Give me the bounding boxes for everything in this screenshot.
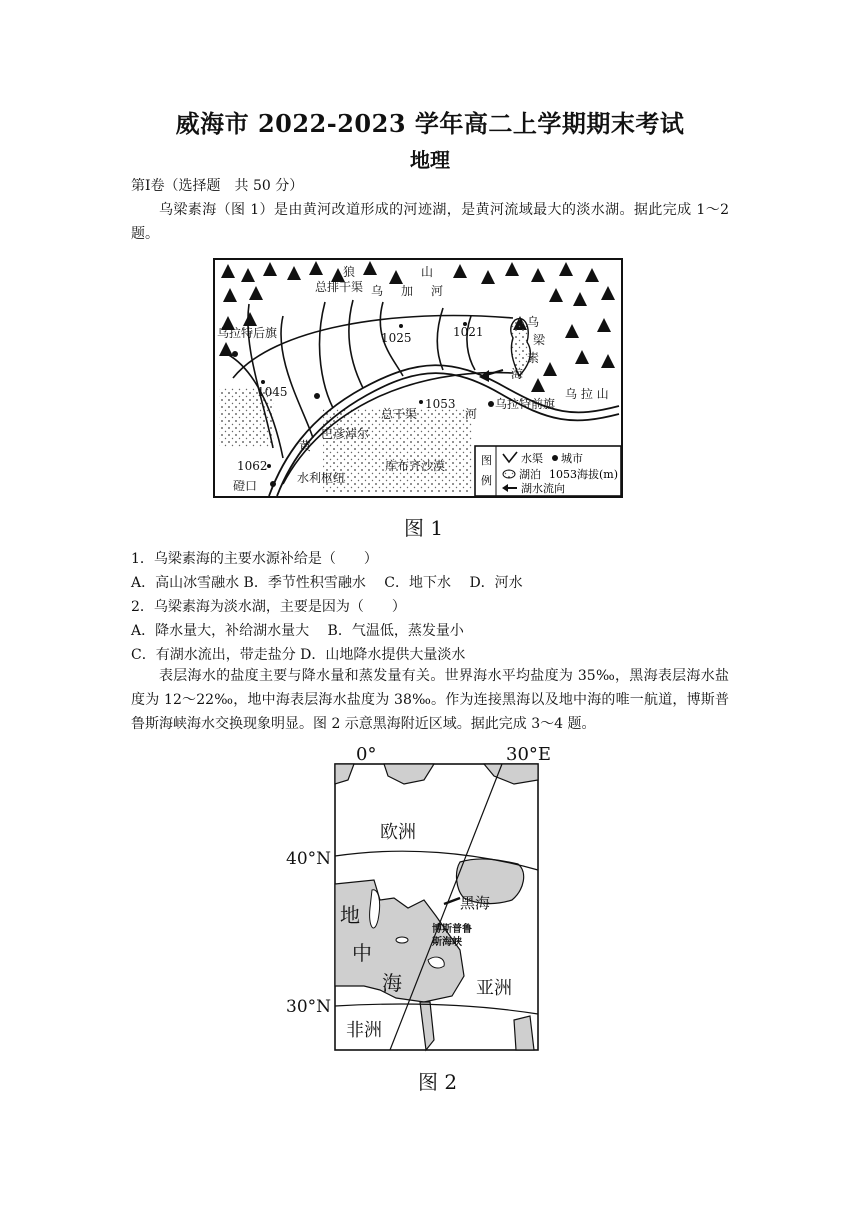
figure-2-caption: 图 2 [418, 1070, 458, 1094]
figure-1-map [213, 258, 623, 498]
label-city-dengkou: 磴口 [233, 479, 258, 493]
question-2-stem: 2．乌梁素海为淡水湖，主要是因为（ ） [131, 599, 406, 615]
figure-1-caption: 图 1 [404, 516, 444, 540]
label-river-wujia-2: 加 [401, 284, 414, 298]
elev-dot-1062 [267, 464, 271, 468]
legend-title-2: 例 [481, 474, 492, 487]
label-elev-1021: 1021 [453, 325, 484, 339]
label-canal-trunk: 总干渠 [381, 407, 418, 421]
label-mountain-north-2: 山 [421, 265, 434, 279]
label-lat-40n: 40°N [286, 849, 332, 869]
label-river-wujia-1: 乌 [371, 284, 384, 298]
label-elev-1045: 1045 [257, 385, 288, 399]
label-lon-30e: 30°E [506, 744, 552, 765]
label-med-2: 中 [352, 941, 372, 965]
label-desert: 库布齐沙漠 [385, 459, 446, 473]
label-asia: 亚洲 [476, 978, 512, 999]
gulf-east [514, 1016, 534, 1050]
city-dot-bayan [314, 393, 320, 399]
legend-city-label: 城市 [561, 452, 583, 465]
label-lake-3: 素 [527, 351, 540, 365]
label-africa: 非洲 [346, 1020, 382, 1041]
label-bosporus-1: 博斯普鲁 [432, 924, 472, 935]
exam-title: 威海市 2022-2023 学年高二上学期期末考试 [175, 109, 685, 138]
question-1-options: A．高山冰雪融水 B．季节性积雪融水 C．地下水 D．河水 [131, 575, 523, 591]
legend-lake-label: 湖泊 [519, 468, 541, 481]
elev-dot-1025 [399, 324, 403, 328]
legend-lake-icon [503, 470, 515, 478]
figure-2-map [284, 740, 554, 1060]
subject-heading: 地理 [410, 148, 450, 172]
label-lat-30n: 30°N [286, 997, 332, 1017]
label-elev-1025: 1025 [381, 331, 412, 345]
label-lake-4: 海 [511, 367, 524, 381]
label-hub: 水利枢纽 [297, 471, 346, 485]
label-lon-0: 0° [356, 744, 377, 765]
label-city-wulate-qian: 乌拉特前旗 [495, 397, 556, 411]
label-river-wujia-3: 河 [431, 284, 444, 298]
question-2-options-cd: C．有湖水流出，带走盐分 D．山地降水提供大量淡水 [131, 647, 466, 663]
label-city-bayan: 巴彦淖尔 [321, 427, 370, 441]
label-elev-1062: 1062 [237, 459, 268, 473]
label-city-wulate-hou: 乌拉特后旗 [217, 326, 278, 340]
label-bosporus-2: 斯海峡 [432, 937, 462, 948]
passage-1: 乌梁素海（图 1）是由黄河改道形成的河迹湖，是黄河流域最大的淡水湖。据此完成 1～2 题。 [131, 202, 729, 242]
label-med-3: 海 [382, 971, 402, 995]
section-heading: 第Ⅰ卷（选择题 共 50 分） [131, 178, 304, 194]
legend-title-1: 图 [481, 454, 492, 467]
label-mountain-north-1: 狼 [343, 265, 356, 279]
legend-canal-label: 水渠 [521, 452, 543, 465]
city-dot-dengkou [270, 481, 276, 487]
legend-flow-label: 湖水流向 [521, 482, 565, 495]
label-canal-main: 总排干渠 [315, 280, 364, 294]
label-elev-1053: 1053 [425, 397, 456, 411]
label-lake-1: 乌 [527, 315, 540, 329]
legend-city-icon [552, 455, 558, 461]
legend-elev-label: 1053海拔(m) [549, 468, 619, 481]
city-dot-wulate-qian [488, 401, 494, 407]
label-med-1: 地 [340, 903, 360, 927]
elev-dot-1045 [261, 380, 265, 384]
label-black-sea: 黑海 [460, 894, 491, 912]
label-lake-2: 梁 [533, 333, 546, 347]
figure-1-legend [475, 446, 621, 496]
label-europe: 欧洲 [380, 822, 416, 843]
question-2-options-ab: A．降水量大，补给湖水量大 B．气温低，蒸发量小 [131, 623, 464, 639]
question-1-stem: 1．乌梁素海的主要水源补给是（ ） [131, 551, 378, 567]
label-river-huang: 黄 [299, 439, 312, 453]
city-dot-wulate-hou [232, 351, 238, 357]
label-mountain-wula: 乌 拉 山 [565, 387, 609, 401]
elev-dot-1053 [419, 400, 423, 404]
label-river-he: 河 [465, 407, 478, 421]
passage-2: 表层海水的盐度主要与降水量和蒸发量有关。世界海水平均盐度为 35‰，黑海表层海水盐度为 12～22‰，地中海表层海水盐度为 38‰。作为连接黑海以及地中海的唯一航道，博斯普鲁斯海峡海水交换现象明显。图 2 示意黑海附近区域。据此完成 3～4 题。 [131, 668, 729, 732]
